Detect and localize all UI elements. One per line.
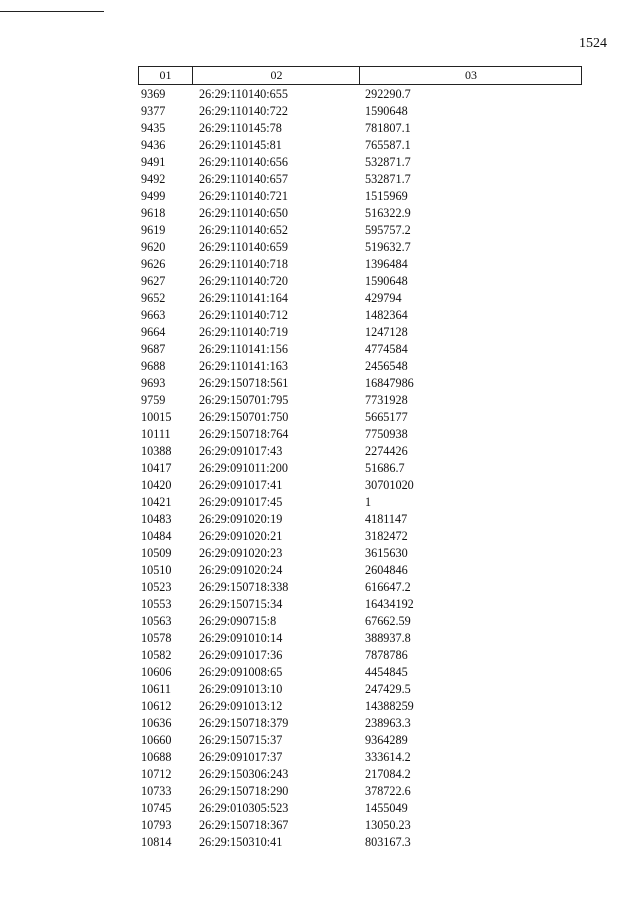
table-row — [138, 358, 582, 375]
table-row — [138, 324, 582, 341]
table-row — [138, 579, 582, 596]
row-id-cell: 9491 — [141, 155, 166, 169]
cadastral-number-cell: 26:29:091020:19 — [199, 512, 283, 526]
row-id-cell: 9664 — [141, 325, 166, 339]
cadastral-number-cell: 26:29:091017:36 — [199, 648, 283, 662]
value-cell: 1 — [365, 495, 372, 509]
cadastral-number-cell: 26:29:150718:290 — [199, 784, 289, 798]
row-id-cell: 10420 — [141, 478, 172, 492]
cadastral-number-cell: 26:29:110140:656 — [199, 155, 288, 169]
table-row — [138, 766, 582, 783]
cadastral-number-cell: 26:29:091020:21 — [199, 529, 283, 543]
value-cell: 1396484 — [365, 257, 408, 271]
cadastral-number-cell: 26:29:110141:163 — [199, 359, 288, 373]
cadastral-number-cell: 26:29:150718:561 — [199, 376, 289, 390]
value-cell: 13050.23 — [365, 818, 411, 832]
table-row — [138, 715, 582, 732]
cadastral-number-cell: 26:29:110140:722 — [199, 104, 288, 118]
cadastral-number-cell: 26:29:110141:164 — [199, 291, 288, 305]
row-id-cell: 9627 — [141, 274, 166, 288]
value-cell: 333614.2 — [365, 750, 411, 764]
value-cell: 9364289 — [365, 733, 408, 747]
value-cell: 1482364 — [365, 308, 408, 322]
row-id-cell: 9759 — [141, 393, 166, 407]
cadastral-number-cell: 26:29:110140:650 — [199, 206, 288, 220]
row-id-cell: 10563 — [141, 614, 172, 628]
row-id-cell: 10712 — [141, 767, 172, 781]
table-header — [138, 66, 582, 85]
row-id-cell: 9619 — [141, 223, 166, 237]
table-row — [138, 120, 582, 137]
cadastral-number-cell: 26:29:110141:156 — [199, 342, 288, 356]
value-cell: 217084.2 — [365, 767, 411, 781]
row-id-cell: 9693 — [141, 376, 166, 390]
table-row — [138, 290, 582, 307]
value-cell: 3182472 — [365, 529, 408, 543]
row-id-cell: 10582 — [141, 648, 172, 662]
value-cell: 16847986 — [365, 376, 414, 390]
value-cell: 429794 — [365, 291, 402, 305]
table-row — [138, 630, 582, 647]
row-id-cell: 10421 — [141, 495, 172, 509]
row-id-cell: 9688 — [141, 359, 166, 373]
row-id-cell: 10660 — [141, 733, 172, 747]
table-row — [138, 528, 582, 545]
table-row — [138, 188, 582, 205]
top-rule — [0, 11, 104, 12]
row-id-cell: 10509 — [141, 546, 172, 560]
row-id-cell: 9652 — [141, 291, 166, 305]
table-row — [138, 817, 582, 834]
row-id-cell: 10814 — [141, 835, 172, 849]
value-cell: 4454845 — [365, 665, 408, 679]
row-id-cell: 10606 — [141, 665, 172, 679]
cadastral-number-cell: 26:29:091017:45 — [199, 495, 283, 509]
table-row — [138, 103, 582, 120]
row-id-cell: 10611 — [141, 682, 172, 696]
cadastral-number-cell: 26:29:091013:12 — [199, 699, 283, 713]
table-row — [138, 307, 582, 324]
value-cell: 1247128 — [365, 325, 408, 339]
value-cell: 2274426 — [365, 444, 408, 458]
table-row — [138, 137, 582, 154]
row-id-cell: 10745 — [141, 801, 172, 815]
table-row — [138, 545, 582, 562]
cadastral-number-cell: 26:29:110140:655 — [199, 87, 288, 101]
cadastral-number-cell: 26:29:150718:367 — [199, 818, 289, 832]
cadastral-number-cell: 26:29:091017:37 — [199, 750, 283, 764]
value-cell: 2456548 — [365, 359, 408, 373]
value-cell: 1590648 — [365, 274, 408, 288]
table-row — [138, 222, 582, 239]
cadastral-number-cell: 26:29:091017:41 — [199, 478, 283, 492]
value-cell: 516322.9 — [365, 206, 411, 220]
row-id-cell: 9369 — [141, 87, 166, 101]
value-cell: 378722.6 — [365, 784, 411, 798]
table-row — [138, 681, 582, 698]
cadastral-number-cell: 26:29:091013:10 — [199, 682, 283, 696]
value-cell: 292290.7 — [365, 87, 411, 101]
row-id-cell: 10636 — [141, 716, 172, 730]
table-row — [138, 273, 582, 290]
cadastral-number-cell: 26:29:150715:37 — [199, 733, 283, 747]
data-table — [138, 66, 582, 851]
row-id-cell: 9377 — [141, 104, 166, 118]
header-col-2: 02 — [192, 67, 360, 84]
row-id-cell: 10015 — [141, 410, 172, 424]
header-col-3: 03 — [359, 67, 582, 84]
cadastral-number-cell: 26:29:110140:657 — [199, 172, 288, 186]
cadastral-number-cell: 26:29:110140:712 — [199, 308, 288, 322]
value-cell: 765587.1 — [365, 138, 411, 152]
cadastral-number-cell: 26:29:110145:81 — [199, 138, 282, 152]
cadastral-number-cell: 26:29:091020:24 — [199, 563, 283, 577]
value-cell: 7750938 — [365, 427, 408, 441]
value-cell: 1455049 — [365, 801, 408, 815]
table-row — [138, 613, 582, 630]
cadastral-number-cell: 26:29:091010:14 — [199, 631, 283, 645]
value-cell: 595757.2 — [365, 223, 411, 237]
value-cell: 67662.59 — [365, 614, 411, 628]
value-cell: 30701020 — [365, 478, 414, 492]
row-id-cell: 10483 — [141, 512, 172, 526]
value-cell: 616647.2 — [365, 580, 411, 594]
header-col-1: 01 — [159, 68, 172, 82]
row-id-cell: 10688 — [141, 750, 172, 764]
row-id-cell: 10484 — [141, 529, 172, 543]
table-row — [138, 443, 582, 460]
value-cell: 14388259 — [365, 699, 414, 713]
row-id-cell: 10388 — [141, 444, 172, 458]
value-cell: 247429.5 — [365, 682, 411, 696]
cadastral-number-cell: 26:29:110140:720 — [199, 274, 288, 288]
cadastral-number-cell: 26:29:110140:652 — [199, 223, 288, 237]
table-row — [138, 426, 582, 443]
row-id-cell: 9499 — [141, 189, 166, 203]
table-row — [138, 834, 582, 851]
table-row — [138, 341, 582, 358]
cadastral-number-cell: 26:29:110140:659 — [199, 240, 288, 254]
row-id-cell: 10111 — [141, 427, 171, 441]
table-row — [138, 86, 582, 103]
table-row — [138, 698, 582, 715]
row-id-cell: 9663 — [141, 308, 166, 322]
table-row — [138, 409, 582, 426]
value-cell: 16434192 — [365, 597, 414, 611]
cadastral-number-cell: 26:29:150701:795 — [199, 393, 289, 407]
cadastral-number-cell: 26:29:150701:750 — [199, 410, 289, 424]
row-id-cell: 10733 — [141, 784, 172, 798]
value-cell: 519632.7 — [365, 240, 411, 254]
row-id-cell: 9492 — [141, 172, 166, 186]
value-cell: 781807.1 — [365, 121, 411, 135]
cadastral-number-cell: 26:29:150715:34 — [199, 597, 283, 611]
table-row — [138, 511, 582, 528]
cadastral-number-cell: 26:29:110140:719 — [199, 325, 288, 339]
value-cell: 238963.3 — [365, 716, 411, 730]
cadastral-number-cell: 26:29:150310:41 — [199, 835, 283, 849]
cadastral-number-cell: 26:29:150718:764 — [199, 427, 289, 441]
value-cell: 532871.7 — [365, 155, 411, 169]
value-cell: 7731928 — [365, 393, 408, 407]
cadastral-number-cell: 26:29:091020:23 — [199, 546, 283, 560]
value-cell: 1515969 — [365, 189, 408, 203]
row-id-cell: 9618 — [141, 206, 166, 220]
value-cell: 388937.8 — [365, 631, 411, 645]
table-row — [138, 562, 582, 579]
cadastral-number-cell: 26:29:110140:721 — [199, 189, 288, 203]
row-id-cell: 10612 — [141, 699, 172, 713]
cadastral-number-cell: 26:29:150718:338 — [199, 580, 289, 594]
value-cell: 2604846 — [365, 563, 408, 577]
value-cell: 4774584 — [365, 342, 408, 356]
page-number: 1524 — [579, 36, 607, 51]
table-body — [138, 86, 582, 851]
value-cell: 3615630 — [365, 546, 408, 560]
row-id-cell: 10417 — [141, 461, 172, 475]
value-cell: 7878786 — [365, 648, 408, 662]
cadastral-number-cell: 26:29:150306:243 — [199, 767, 289, 781]
cadastral-number-cell: 26:29:091017:43 — [199, 444, 283, 458]
table-row — [138, 171, 582, 188]
table-row — [138, 664, 582, 681]
row-id-cell: 10510 — [141, 563, 172, 577]
row-id-cell: 9687 — [141, 342, 166, 356]
value-cell: 4181147 — [365, 512, 408, 526]
table-row — [138, 494, 582, 511]
row-id-cell: 10553 — [141, 597, 172, 611]
row-id-cell: 9626 — [141, 257, 166, 271]
value-cell: 532871.7 — [365, 172, 411, 186]
table-row — [138, 732, 582, 749]
cadastral-number-cell: 26:29:091011:200 — [199, 461, 288, 475]
table-row — [138, 205, 582, 222]
row-id-cell: 10793 — [141, 818, 172, 832]
value-cell: 5665177 — [365, 410, 408, 424]
table-row — [138, 783, 582, 800]
table-row — [138, 596, 582, 613]
cadastral-number-cell: 26:29:150718:379 — [199, 716, 289, 730]
table-row — [138, 375, 582, 392]
table-row — [138, 392, 582, 409]
row-id-cell: 10578 — [141, 631, 172, 645]
table-row — [138, 800, 582, 817]
cadastral-number-cell: 26:29:010305:523 — [199, 801, 289, 815]
table-row — [138, 239, 582, 256]
cadastral-number-cell: 26:29:090715:8 — [199, 614, 277, 628]
value-cell: 803167.3 — [365, 835, 411, 849]
value-cell: 1590648 — [365, 104, 408, 118]
row-id-cell: 9435 — [141, 121, 166, 135]
row-id-cell: 9620 — [141, 240, 166, 254]
row-id-cell: 9436 — [141, 138, 166, 152]
table-row — [138, 477, 582, 494]
value-cell: 51686.7 — [365, 461, 405, 475]
table-row — [138, 256, 582, 273]
table-row — [138, 647, 582, 664]
table-row — [138, 749, 582, 766]
cadastral-number-cell: 26:29:110145:78 — [199, 121, 282, 135]
table-row — [138, 460, 582, 477]
row-id-cell: 10523 — [141, 580, 172, 594]
cadastral-number-cell: 26:29:110140:718 — [199, 257, 288, 271]
cadastral-number-cell: 26:29:091008:65 — [199, 665, 283, 679]
table-row — [138, 154, 582, 171]
